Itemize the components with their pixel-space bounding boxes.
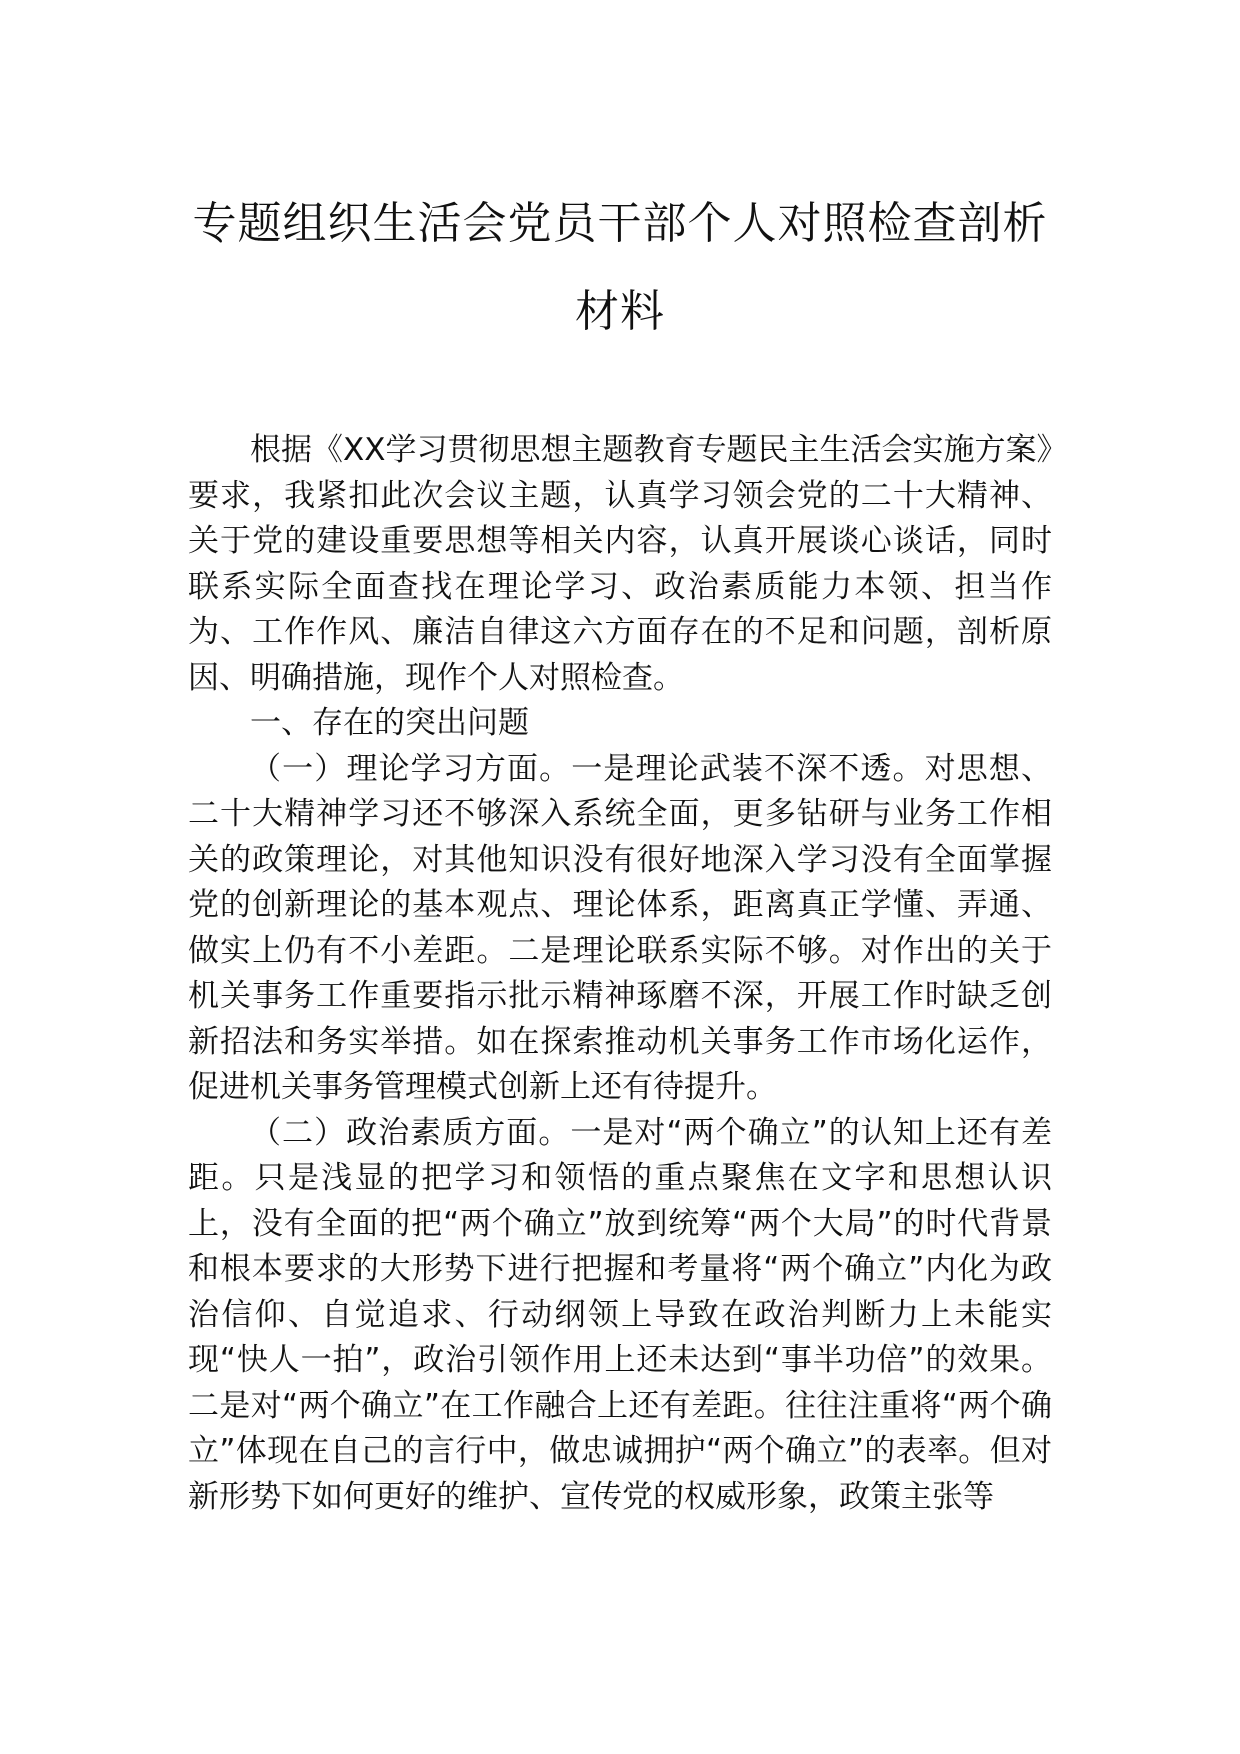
political-quality-paragraph: （二）政治素质方面。一是对“两个确立”的认知上还有差距。只是浅显的把学习和领悟的重点聚焦在文字和思想认识上，没有全面的把“两个确立”放到统筹“两个大局”的时代背景和根本要求的大形势下进行把握和考量将“两个确立”内化为政治信仰、自觉追求、行动纲领上导致在政治判断力上未能实现“快人一拍”，政治引领作用上还未达到“事半功倍”的效果。二是对“两个确立”在工作融合上还有差距。往往注重将“两个确立”体现在自己的言行中，做忠诚拥护“两个确立”的表率。但对新形势下如何更好的维护、宣传党的权威形象，政策主张等: [188, 1114, 1052, 1515]
intro-paragraph: 根据《XX学习贯彻思想主题教育专题民主生活会实施方案》要求，我紧扣此次会议主题，认真学习领会党的二十大精神、关于党的建设重要思想等相关内容，认真开展谈心谈话，同时联系实际全面查找在理论学习、政治素质能力本领、担当作为、工作作风、廉洁自律这六方面存在的不足和问题，剖析原因、明确措施，现作个人对照检查。: [188, 432, 1052, 696]
theory-study-paragraph: （一）理论学习方面。一是理论武装不深不透。对思想、二十大精神学习还不够深入系统全面，更多钻研与业务工作相关的政策理论，对其他知识没有很好地深入学习没有全面掌握党的创新理论的基本观点、理论体系，距离真正学懂、弄通、做实上仍有不小差距。二是理论联系实际不够。对作出的关于机关事务工作重要指示批示精神琢磨不深，开展工作时缺乏创新招法和务实举措。如在探索推动机关事务工作市场化运作，促进机关事务管理模式创新上还有待提升。: [188, 750, 1052, 1105]
section-heading: 一、存在的突出问题: [250, 705, 529, 741]
document-body: [188, 428, 1052, 1520]
document-title: 专题组织生活会党员干部个人对照检查剖析材料: [192, 198, 1048, 337]
